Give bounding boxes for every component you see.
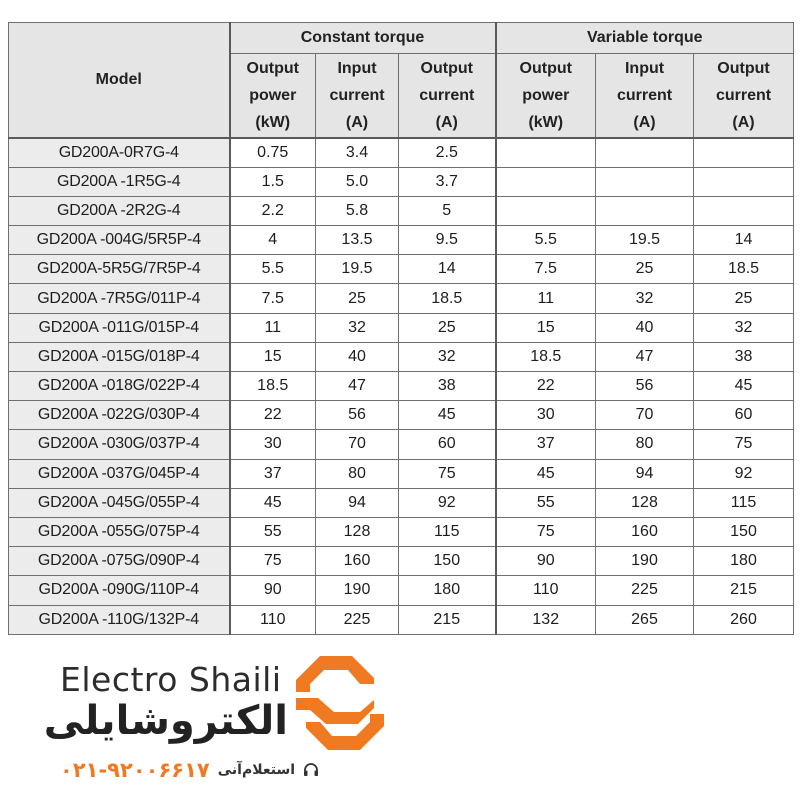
value-cell: 32 [399,342,496,371]
value-cell [596,138,694,167]
value-cell: 45 [694,372,794,401]
value-cell: 60 [399,430,496,459]
value-cell: 18.5 [230,372,316,401]
value-cell: 2.2 [230,196,316,225]
sub-header-line: Output [519,60,572,77]
value-cell [596,196,694,225]
table-row [9,226,794,255]
model-cell: GD200A -004G/5R5P-4 [9,226,230,255]
model-header: Model [9,23,230,139]
sub-header-line: (kW) [255,114,291,131]
value-cell: 150 [399,547,496,576]
value-cell: 260 [694,605,794,634]
brand-name-english: Electro Shaili [60,660,282,699]
value-cell: 75 [399,459,496,488]
table-row [9,313,794,342]
value-cell: 215 [694,576,794,605]
table-row [9,138,794,167]
value-cell: 110 [496,576,596,605]
value-cell: 160 [596,517,694,546]
value-cell: 115 [694,488,794,517]
value-cell: 55 [230,517,316,546]
sub-header-line: (A) [633,114,656,131]
value-cell: 70 [316,430,399,459]
model-cell: GD200A -2R2G-4 [9,196,230,225]
sub-header-line: (A) [345,114,369,131]
sub-header-line: (A) [732,114,755,131]
value-cell: 22 [230,401,316,430]
value-cell: 45 [399,401,496,430]
value-cell: 190 [596,547,694,576]
constant-torque-header: Constant torque [230,23,496,54]
model-cell: GD200A -1R5G-4 [9,167,230,196]
value-cell: 32 [596,284,694,313]
value-cell: 32 [694,313,794,342]
value-cell: 5 [399,196,496,225]
value-cell: 128 [316,517,399,546]
value-cell: 40 [596,313,694,342]
value-cell: 38 [694,342,794,371]
table-row [9,488,794,517]
sub-header-line: current [715,87,772,104]
value-cell: 56 [316,401,399,430]
value-cell: 2.5 [399,138,496,167]
headset-icon [303,762,319,778]
table-row [9,372,794,401]
value-cell: 18.5 [694,255,794,284]
value-cell: 180 [694,547,794,576]
value-cell: 37 [496,430,596,459]
value-cell: 150 [694,517,794,546]
value-cell: 132 [496,605,596,634]
value-cell [496,138,596,167]
value-cell: 30 [496,401,596,430]
value-cell: 7.5 [496,255,596,284]
value-cell: 45 [230,488,316,517]
brand-name-persian: الکتروشایلی [43,698,288,744]
value-cell: 90 [496,547,596,576]
sub-header-3 [399,54,496,139]
value-cell: 70 [596,401,694,430]
value-cell: 25 [596,255,694,284]
value-cell [694,196,794,225]
sub-header-5 [596,54,694,139]
value-cell: 0.75 [230,138,316,167]
sub-header-line: power [249,87,297,104]
table-row [9,576,794,605]
sub-header-line: Output [717,60,770,77]
value-cell: 110 [230,605,316,634]
sub-header-line: current [616,87,673,104]
variable-torque-header: Variable torque [496,23,794,54]
value-cell: 92 [694,459,794,488]
table-row [9,605,794,634]
value-cell: 47 [596,342,694,371]
model-cell: GD200A -075G/090P-4 [9,547,230,576]
value-cell: 225 [596,576,694,605]
model-cell: GD200A-5R5G/7R5P-4 [9,255,230,284]
model-cell: GD200A -037G/045P-4 [9,459,230,488]
value-cell: 11 [230,313,316,342]
value-cell: 5.0 [316,167,399,196]
value-cell: 19.5 [316,255,399,284]
value-cell [694,138,794,167]
sub-header-2 [316,54,399,139]
value-cell: 14 [694,226,794,255]
model-cell: GD200A -7R5G/011P-4 [9,284,230,313]
specification-table [8,22,794,635]
model-cell: GD200A -018G/022P-4 [9,372,230,401]
table-row [9,547,794,576]
value-cell: 1.5 [230,167,316,196]
table-row [9,430,794,459]
model-cell: GD200A -045G/055P-4 [9,488,230,517]
sub-header-line: Input [337,60,377,77]
value-cell: 75 [694,430,794,459]
value-cell: 15 [496,313,596,342]
value-cell: 4 [230,226,316,255]
sub-header-line: Input [624,60,665,77]
value-cell: 90 [230,576,316,605]
phone-number[interactable]: ۰۲۱-۹۲۰۰۶۶۱۷ [60,758,210,782]
value-cell: 115 [399,517,496,546]
model-cell: GD200A -015G/018P-4 [9,342,230,371]
value-cell: 5.5 [496,226,596,255]
value-cell [496,167,596,196]
model-cell: GD200A -011G/015P-4 [9,313,230,342]
value-cell: 38 [399,372,496,401]
value-cell: 25 [694,284,794,313]
value-cell: 7.5 [230,284,316,313]
value-cell: 18.5 [496,342,596,371]
value-cell: 160 [316,547,399,576]
sub-header-line: current [329,87,385,104]
value-cell [596,167,694,196]
value-cell: 94 [596,459,694,488]
model-cell: GD200A -090G/110P-4 [9,576,230,605]
sub-header-6 [694,54,794,139]
value-cell: 13.5 [316,226,399,255]
value-cell: 5.8 [316,196,399,225]
sub-header-line: Output [246,60,299,77]
table-row [9,284,794,313]
value-cell: 25 [316,284,399,313]
sub-header-1 [230,54,316,139]
value-cell: 22 [496,372,596,401]
value-cell: 37 [230,459,316,488]
value-cell: 32 [316,313,399,342]
table-row [9,342,794,371]
value-cell: 18.5 [399,284,496,313]
value-cell: 19.5 [596,226,694,255]
brand-block [0,640,800,800]
sub-header-line: current [419,87,475,104]
value-cell: 75 [496,517,596,546]
table-row [9,196,794,225]
value-cell: 5.5 [230,255,316,284]
value-cell: 56 [596,372,694,401]
value-cell: 47 [316,372,399,401]
value-cell: 25 [399,313,496,342]
model-cell: GD200A-0R7G-4 [9,138,230,167]
value-cell: 92 [399,488,496,517]
sub-header-line: (kW) [528,114,564,131]
phone-label: استعلام‌آنی [217,762,296,778]
value-cell: 215 [399,605,496,634]
value-cell: 128 [596,488,694,517]
value-cell: 75 [230,547,316,576]
logo-mark [290,648,390,758]
value-cell: 3.4 [316,138,399,167]
model-cell: GD200A -110G/132P-4 [9,605,230,634]
value-cell: 15 [230,342,316,371]
value-cell: 80 [316,459,399,488]
value-cell: 225 [316,605,399,634]
value-cell: 30 [230,430,316,459]
table-row [9,167,794,196]
value-cell: 94 [316,488,399,517]
value-cell: 9.5 [399,226,496,255]
value-cell: 55 [496,488,596,517]
value-cell: 80 [596,430,694,459]
sub-header-line: power [522,87,570,104]
value-cell: 3.7 [399,167,496,196]
value-cell: 14 [399,255,496,284]
sub-header-line: (A) [435,114,458,131]
model-cell: GD200A -030G/037P-4 [9,430,230,459]
table-row [9,459,794,488]
value-cell: 265 [596,605,694,634]
value-cell: 11 [496,284,596,313]
model-cell: GD200A -022G/030P-4 [9,401,230,430]
value-cell [694,167,794,196]
sub-header-4 [496,54,596,139]
sub-header-line: Output [420,60,473,77]
model-cell: GD200A -055G/075P-4 [9,517,230,546]
value-cell: 190 [316,576,399,605]
table-row [9,401,794,430]
table-row [9,255,794,284]
value-cell [496,196,596,225]
value-cell: 40 [316,342,399,371]
value-cell: 180 [399,576,496,605]
phone-row [60,756,319,784]
value-cell: 60 [694,401,794,430]
value-cell: 45 [496,459,596,488]
table-row [9,517,794,546]
